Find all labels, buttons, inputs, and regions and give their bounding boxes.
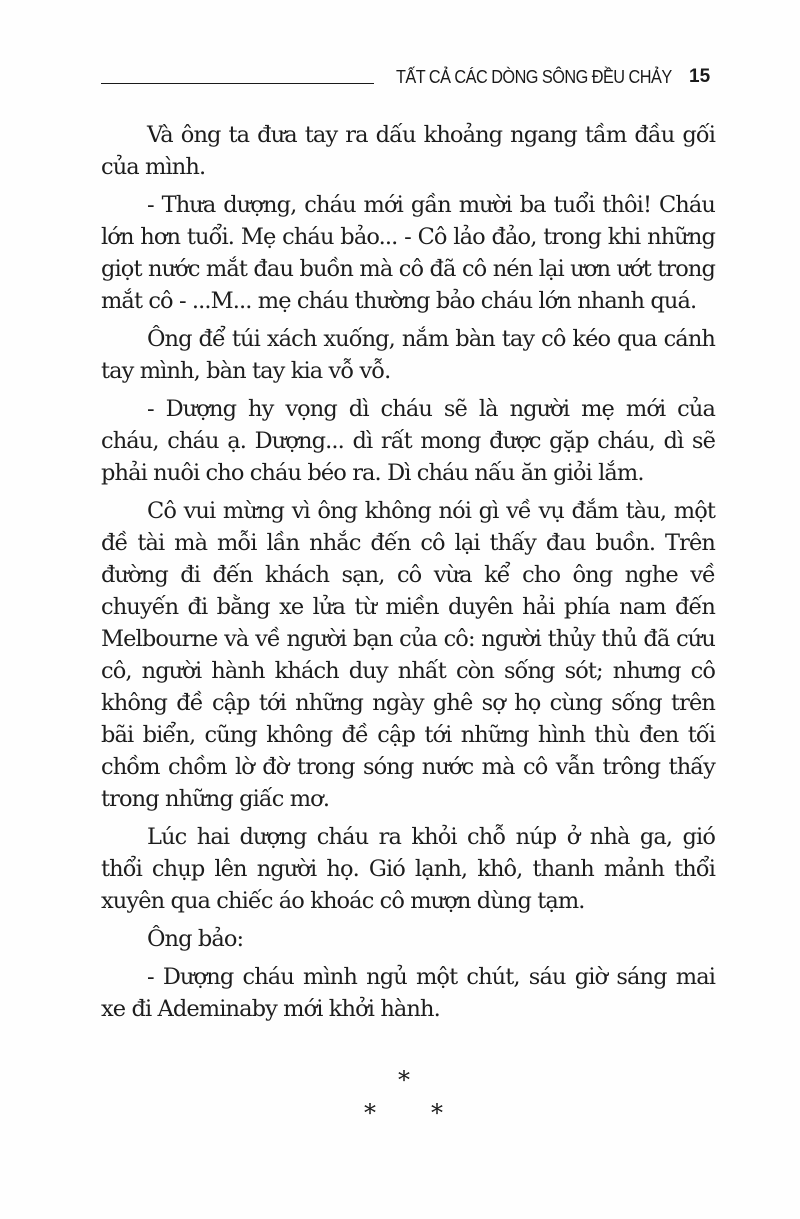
page-number: 15 bbox=[689, 66, 711, 87]
paragraph: Và ông ta đưa tay ra dấu khoảng ngang tầm đầu gối của mình. bbox=[101, 122, 715, 180]
paragraph: Cô vui mừng vì ông không nói gì về vụ đắm tàu, một đề tài mà mỗi lần nhắc đến cô lại thấy đau buồn. Trên đường đi đến khách sạn, cô vừa kể cho ông nghe về chuyến đi bằng xe lửa từ miền duyên hải phía nam đến Melbourne và về người bạn của cô: người thủy thủ đã cứu cô, người hành khách duy nhất còn sống sót; nhưng cô không đề cập tới những ngày ghê sợ họ cùng sống trên bãi biển, cũng không đề cập tới những hình thù đen tối chồm chồm lờ đờ trong sóng nước mà cô vẫn trông thấy trong những giấc mơ. bbox=[101, 498, 715, 812]
asterisk-icon: * bbox=[398, 1066, 410, 1094]
running-title: TẤT CẢ CÁC DÒNG SÔNG ĐỀU CHẢY bbox=[396, 66, 672, 87]
paragraph: - Dượng hy vọng dì cháu sẽ là người mẹ mới của cháu, cháu ạ. Dượng... dì rất mong được gặp cháu, dì sẽ phải nuôi cho cháu béo ra. Dì cháu nấu ăn giỏi lắm. bbox=[101, 396, 715, 486]
header-rule bbox=[101, 83, 374, 84]
paragraph: Ông để túi xách xuống, nắm bàn tay cô kéo qua cánh tay mình, bàn tay kia vỗ vỗ. bbox=[101, 326, 715, 384]
paragraph: Lúc hai dượng cháu ra khỏi chỗ núp ở nhà ga, gió thổi chụp lên người họ. Gió lạnh, khô, thanh mảnh thổi xuyên qua chiếc áo khoác cô mượn dùng tạm. bbox=[101, 824, 715, 914]
paragraph: - Dượng cháu mình ngủ một chút, sáu giờ sáng mai xe đi Ademinaby mới khởi hành. bbox=[101, 964, 715, 1022]
running-header bbox=[0, 66, 800, 96]
asterisk-icon: * bbox=[431, 1099, 443, 1127]
paragraph: - Thưa dượng, cháu mới gần mười ba tuổi thôi! Cháu lớn hơn tuổi. Mẹ cháu bảo... - Cô lảo đảo, trong khi những giọt nước mắt đau buồn mà cô đã cô nén lại ươn ướt trong mắt cô - ...M... mẹ cháu thường bảo cháu lớn nhanh quá. bbox=[101, 192, 715, 314]
paragraph: Ông bảo: bbox=[147, 926, 244, 952]
asterisk-icon: * bbox=[364, 1099, 376, 1127]
body-text bbox=[101, 119, 715, 1031]
